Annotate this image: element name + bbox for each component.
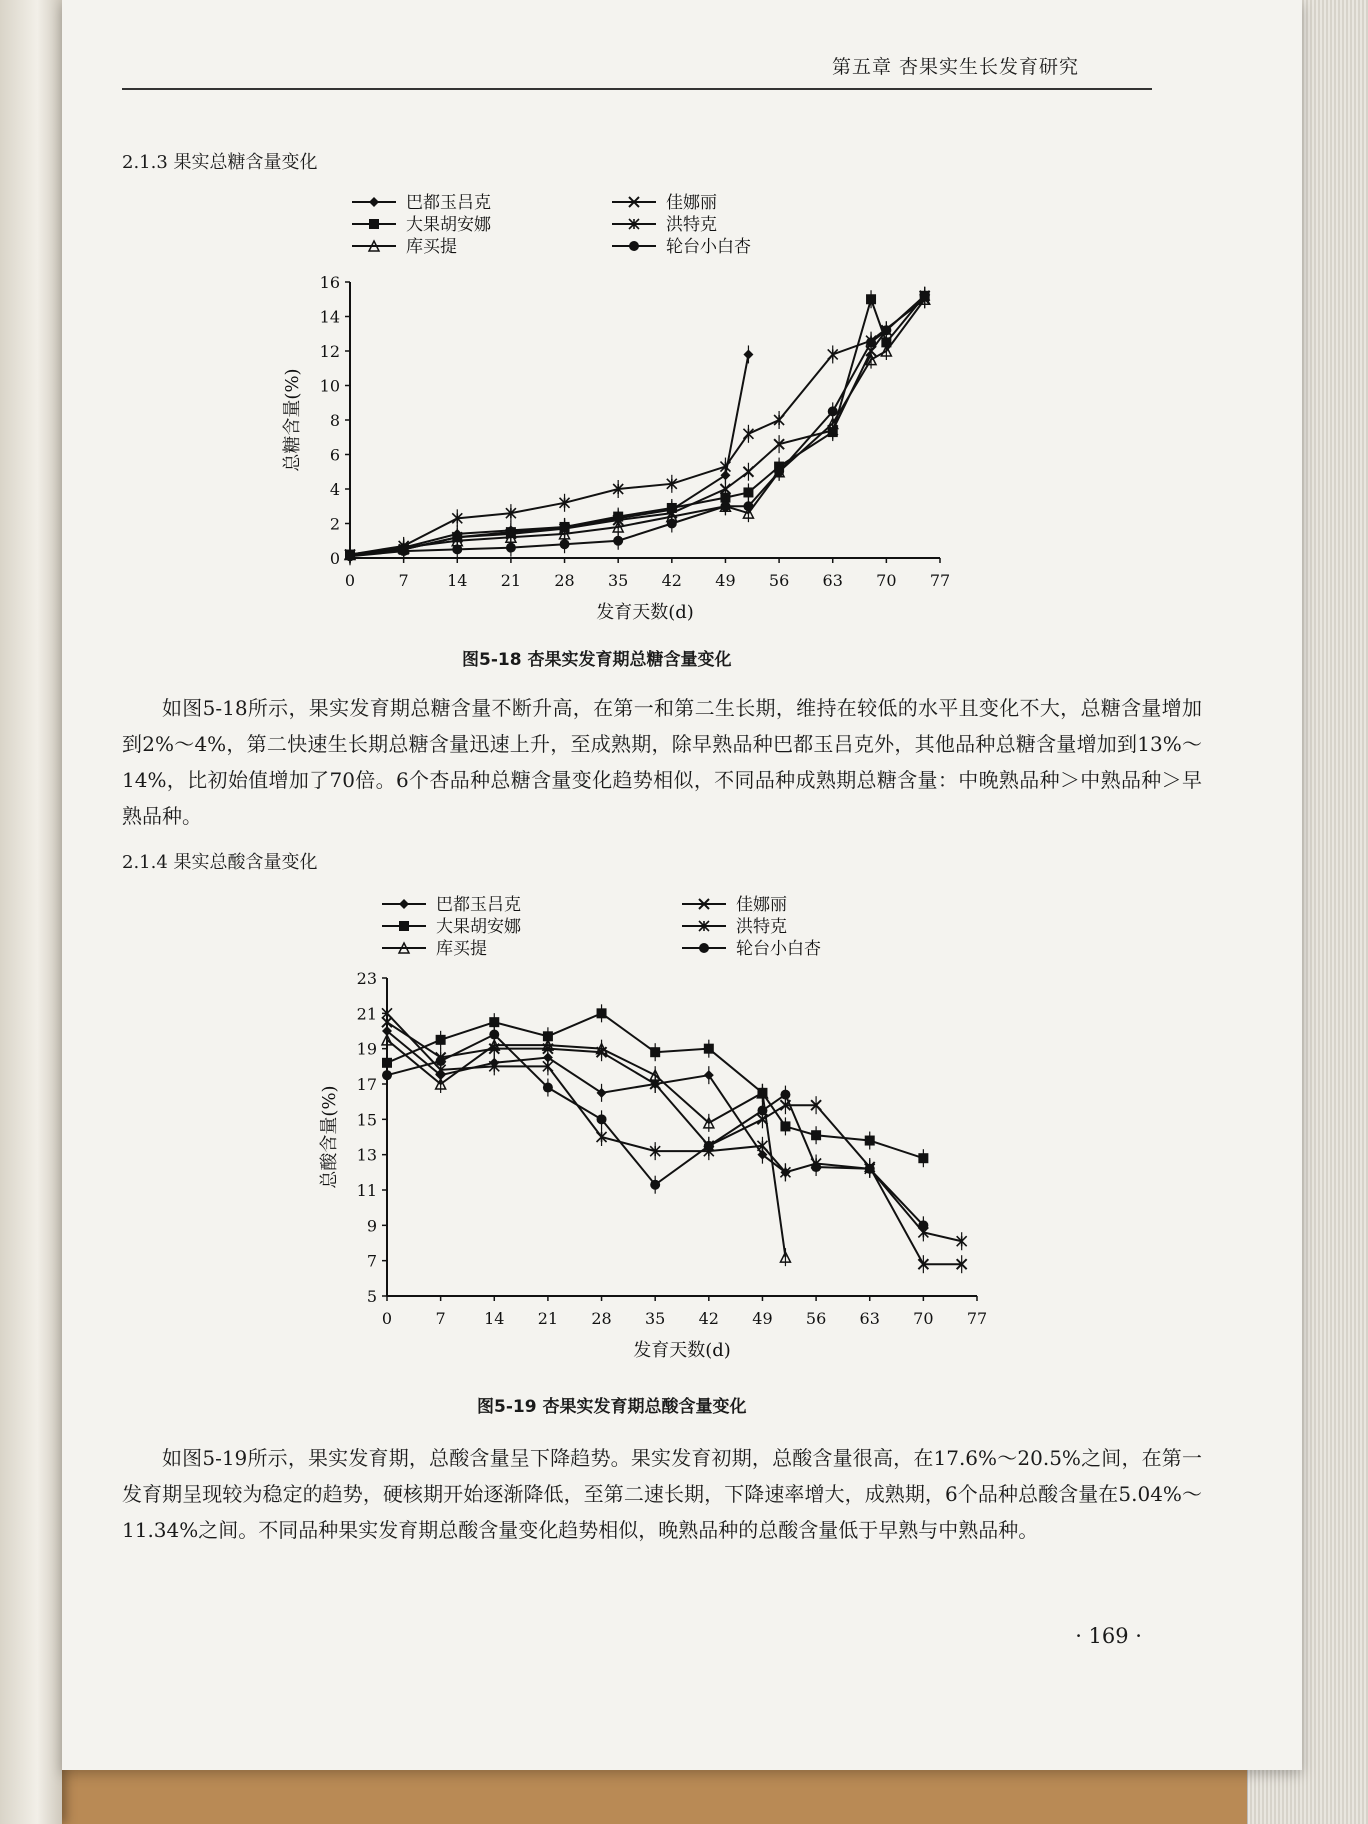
sugar-x-tick-label: 14 <box>447 571 468 590</box>
acid-y-tick-label: 23 <box>356 969 377 988</box>
acid-x-tick-label: 77 <box>966 1309 988 1328</box>
acid-data-point <box>757 1106 767 1116</box>
acid-chart <box>252 880 1072 1360</box>
sugar-x-tick-label: 21 <box>500 571 522 590</box>
acid-data-point <box>597 1008 607 1018</box>
acid-series-line <box>387 1035 923 1226</box>
sugar-series-line <box>350 354 748 554</box>
sugar-legend-label: 洪特克 <box>666 215 717 235</box>
sugar-series-2 <box>345 287 930 564</box>
acid-legend-label: 库买提 <box>436 939 487 959</box>
sugar-x-tick-label: 63 <box>822 571 843 590</box>
acid-x-tick-label: 28 <box>591 1309 612 1328</box>
acid-series-1 <box>382 1022 790 1181</box>
acid-legend-item <box>382 917 521 937</box>
acid-x-tick-label: 21 <box>537 1309 559 1328</box>
acid-x-tick-label: 49 <box>752 1309 773 1328</box>
acid-data-point <box>704 1044 714 1054</box>
acid-legend-marker <box>399 921 409 931</box>
acid-data-point <box>704 1141 714 1151</box>
sugar-legend-item <box>612 237 751 257</box>
sugar-y-tick-label: 2 <box>329 514 340 534</box>
acid-legend-label: 佳娜丽 <box>736 895 787 915</box>
acid-legend-item <box>382 895 521 915</box>
sugar-data-point <box>743 349 753 359</box>
sugar-y-tick-label: 12 <box>319 342 340 361</box>
acid-y-tick-label: 15 <box>356 1110 377 1130</box>
sugar-data-point <box>613 536 623 546</box>
sugar-data-point <box>720 462 730 472</box>
acid-data-point <box>811 1130 821 1140</box>
acid-data-point <box>811 1162 821 1172</box>
sugar-legend-item <box>352 193 491 213</box>
acid-legend-label: 大果胡安娜 <box>436 917 521 937</box>
sugar-data-point <box>667 519 677 529</box>
sugar-y-tick-label: 14 <box>319 307 340 327</box>
sugar-data-point <box>866 294 876 304</box>
sugar-series-4 <box>345 287 930 564</box>
acid-legend-marker <box>399 899 409 909</box>
sugar-x-tick-label: 7 <box>398 571 409 590</box>
sugar-y-tick-label: 8 <box>329 411 340 430</box>
sugar-data-point <box>345 551 355 561</box>
sugar-data-point <box>828 349 838 359</box>
sugar-y-tick-label: 4 <box>329 480 340 499</box>
sugar-legend-label: 轮台小白杏 <box>666 237 751 257</box>
sugar-legend-marker <box>369 197 379 207</box>
acid-legend-item <box>682 917 787 937</box>
acid-legend-item <box>682 895 787 915</box>
sugar-data-point <box>743 501 753 511</box>
sugar-x-tick-label: 77 <box>929 571 951 590</box>
sugar-legend-item <box>352 237 457 257</box>
acid-y-tick-label: 5 <box>366 1287 377 1306</box>
sugar-data-point <box>743 487 753 497</box>
figure-caption-sugar: 图5-18 杏果实发育期总糖含量变化 <box>462 650 732 670</box>
acid-legend-item <box>682 939 821 959</box>
acid-data-point <box>865 1164 875 1174</box>
sugar-legend-item <box>612 215 717 235</box>
acid-x-tick-label: 70 <box>913 1309 934 1328</box>
sugar-data-point <box>774 415 784 425</box>
paragraph-sugar: 如图5-18所示，果实发育期总糖含量不断升高，在第一和第二生长期，维持在较低的水平且变化不大，总糖含量增加到2%～4%，第二快速生长期总糖含量迅速上升，至成熟期，除早熟品种巴都玉吕克外，其他品种总糖含量增加到13%～14%，比初始值增加了70倍。6个杏品种总糖含量变化趋势相似，不同品种成熟期总糖含量：中晚熟品种＞中熟品种＞早熟品种。 <box>122 696 1202 828</box>
sugar-legend-marker <box>369 219 379 229</box>
acid-data-point <box>918 1220 928 1230</box>
sugar-data-point <box>506 543 516 553</box>
acid-data-point <box>597 1114 607 1124</box>
sugar-legend-label: 巴都玉吕克 <box>406 193 491 213</box>
header-rule <box>122 88 1152 90</box>
sugar-y-tick-label: 10 <box>319 376 340 396</box>
sugar-x-axis-label: 发育天数(d) <box>596 602 694 623</box>
acid-x-tick-label: 7 <box>435 1309 446 1328</box>
acid-x-tick-label: 14 <box>484 1309 505 1328</box>
acid-legend-label: 巴都玉吕克 <box>436 895 521 915</box>
acid-legend-label: 轮台小白杏 <box>736 939 821 959</box>
sugar-y-tick-label: 0 <box>329 549 340 568</box>
left-page-edge <box>0 0 62 1824</box>
sugar-legend-label: 大果胡安娜 <box>406 215 491 235</box>
acid-x-tick-label: 42 <box>698 1309 719 1328</box>
acid-series-line <box>387 1013 962 1241</box>
acid-legend-label: 洪特克 <box>736 917 787 937</box>
acid-data-point <box>918 1153 928 1163</box>
sugar-data-point <box>399 546 409 556</box>
sugar-x-tick-label: 42 <box>661 571 682 590</box>
section-heading-sugar: 2.1.3 果实总糖含量变化 <box>122 152 318 173</box>
sugar-data-point <box>452 544 462 554</box>
acid-legend-marker <box>699 943 709 953</box>
sugar-legend-item <box>352 215 491 235</box>
paragraph-acid: 如图5-19所示，果实发育期，总酸含量呈下降趋势。果实发育初期，总酸含量很高，在17.6%～20.5%之间，在第一发育期呈现较为稳定的趋势，硬核期开始逐渐降低，至第二速长期，下降速率增大，成熟期，6个品种总酸含量在5.04%～11.34%之间。不同品种果实发育期总酸含量变化趋势相似，晚熟品种的总酸含量低于早熟与中熟品种。 <box>122 1446 1202 1542</box>
acid-series-5 <box>382 1004 967 1250</box>
running-head: 第五章 杏果实生长发育研究 <box>832 56 1080 78</box>
acid-series-line <box>387 1031 785 1172</box>
acid-x-axis-label: 发育天数(d) <box>633 1340 731 1360</box>
book-page <box>62 0 1302 1770</box>
sugar-chart <box>222 180 1022 660</box>
sugar-data-point <box>866 337 876 347</box>
sugar-x-tick-label: 56 <box>768 571 790 590</box>
acid-y-tick-label: 13 <box>356 1145 377 1165</box>
sugar-y-tick-label: 16 <box>319 273 340 292</box>
sugar-x-tick-label: 49 <box>715 571 736 590</box>
acid-data-point <box>780 1090 790 1100</box>
acid-y-tick-label: 7 <box>366 1251 377 1271</box>
sugar-data-point <box>881 325 891 335</box>
sugar-data-point <box>828 406 838 416</box>
acid-y-tick-label: 19 <box>356 1039 377 1059</box>
acid-data-point <box>382 1070 392 1080</box>
acid-data-point <box>543 1083 553 1093</box>
sugar-x-tick-label: 28 <box>554 571 575 590</box>
acid-y-axis-label: 总酸含量(%) <box>319 1085 340 1189</box>
sugar-legend-marker <box>629 241 639 251</box>
acid-x-tick-label: 56 <box>805 1309 827 1328</box>
acid-data-point <box>865 1136 875 1146</box>
acid-y-tick-label: 17 <box>356 1075 377 1094</box>
acid-data-point <box>650 1047 660 1057</box>
acid-x-tick-label: 35 <box>645 1309 666 1328</box>
acid-data-point <box>650 1180 660 1190</box>
acid-x-tick-label: 63 <box>859 1309 880 1328</box>
sugar-x-tick-label: 70 <box>876 571 897 590</box>
sugar-y-axis-label: 总糖含量(%) <box>282 368 303 472</box>
sugar-data-point <box>774 467 784 477</box>
acid-y-tick-label: 9 <box>366 1216 377 1236</box>
sugar-x-tick-label: 35 <box>608 571 629 590</box>
page-number: · 169 · <box>1075 1624 1142 1648</box>
acid-y-tick-label: 21 <box>356 1004 377 1024</box>
sugar-data-point <box>743 429 753 439</box>
section-heading-acid: 2.1.4 果实总酸含量变化 <box>122 852 318 873</box>
sugar-series-3 <box>345 290 930 563</box>
acid-data-point <box>436 1056 446 1066</box>
acid-data-point <box>436 1035 446 1045</box>
acid-x-tick-label: 0 <box>381 1309 393 1328</box>
sugar-legend-label: 佳娜丽 <box>666 193 717 213</box>
sugar-data-point <box>920 291 930 301</box>
acid-y-tick-label: 11 <box>356 1181 377 1200</box>
acid-legend-item <box>382 939 487 959</box>
sugar-legend-item <box>612 193 717 213</box>
sugar-x-tick-label: 0 <box>344 571 356 590</box>
sugar-data-point <box>720 501 730 511</box>
sugar-y-tick-label: 6 <box>329 445 340 465</box>
sugar-legend-label: 库买提 <box>406 237 457 257</box>
figure-caption-acid: 图5-19 杏果实发育期总酸含量变化 <box>477 1397 747 1417</box>
acid-data-point <box>489 1030 499 1040</box>
sugar-data-point <box>560 539 570 549</box>
acid-data-point <box>780 1121 790 1131</box>
